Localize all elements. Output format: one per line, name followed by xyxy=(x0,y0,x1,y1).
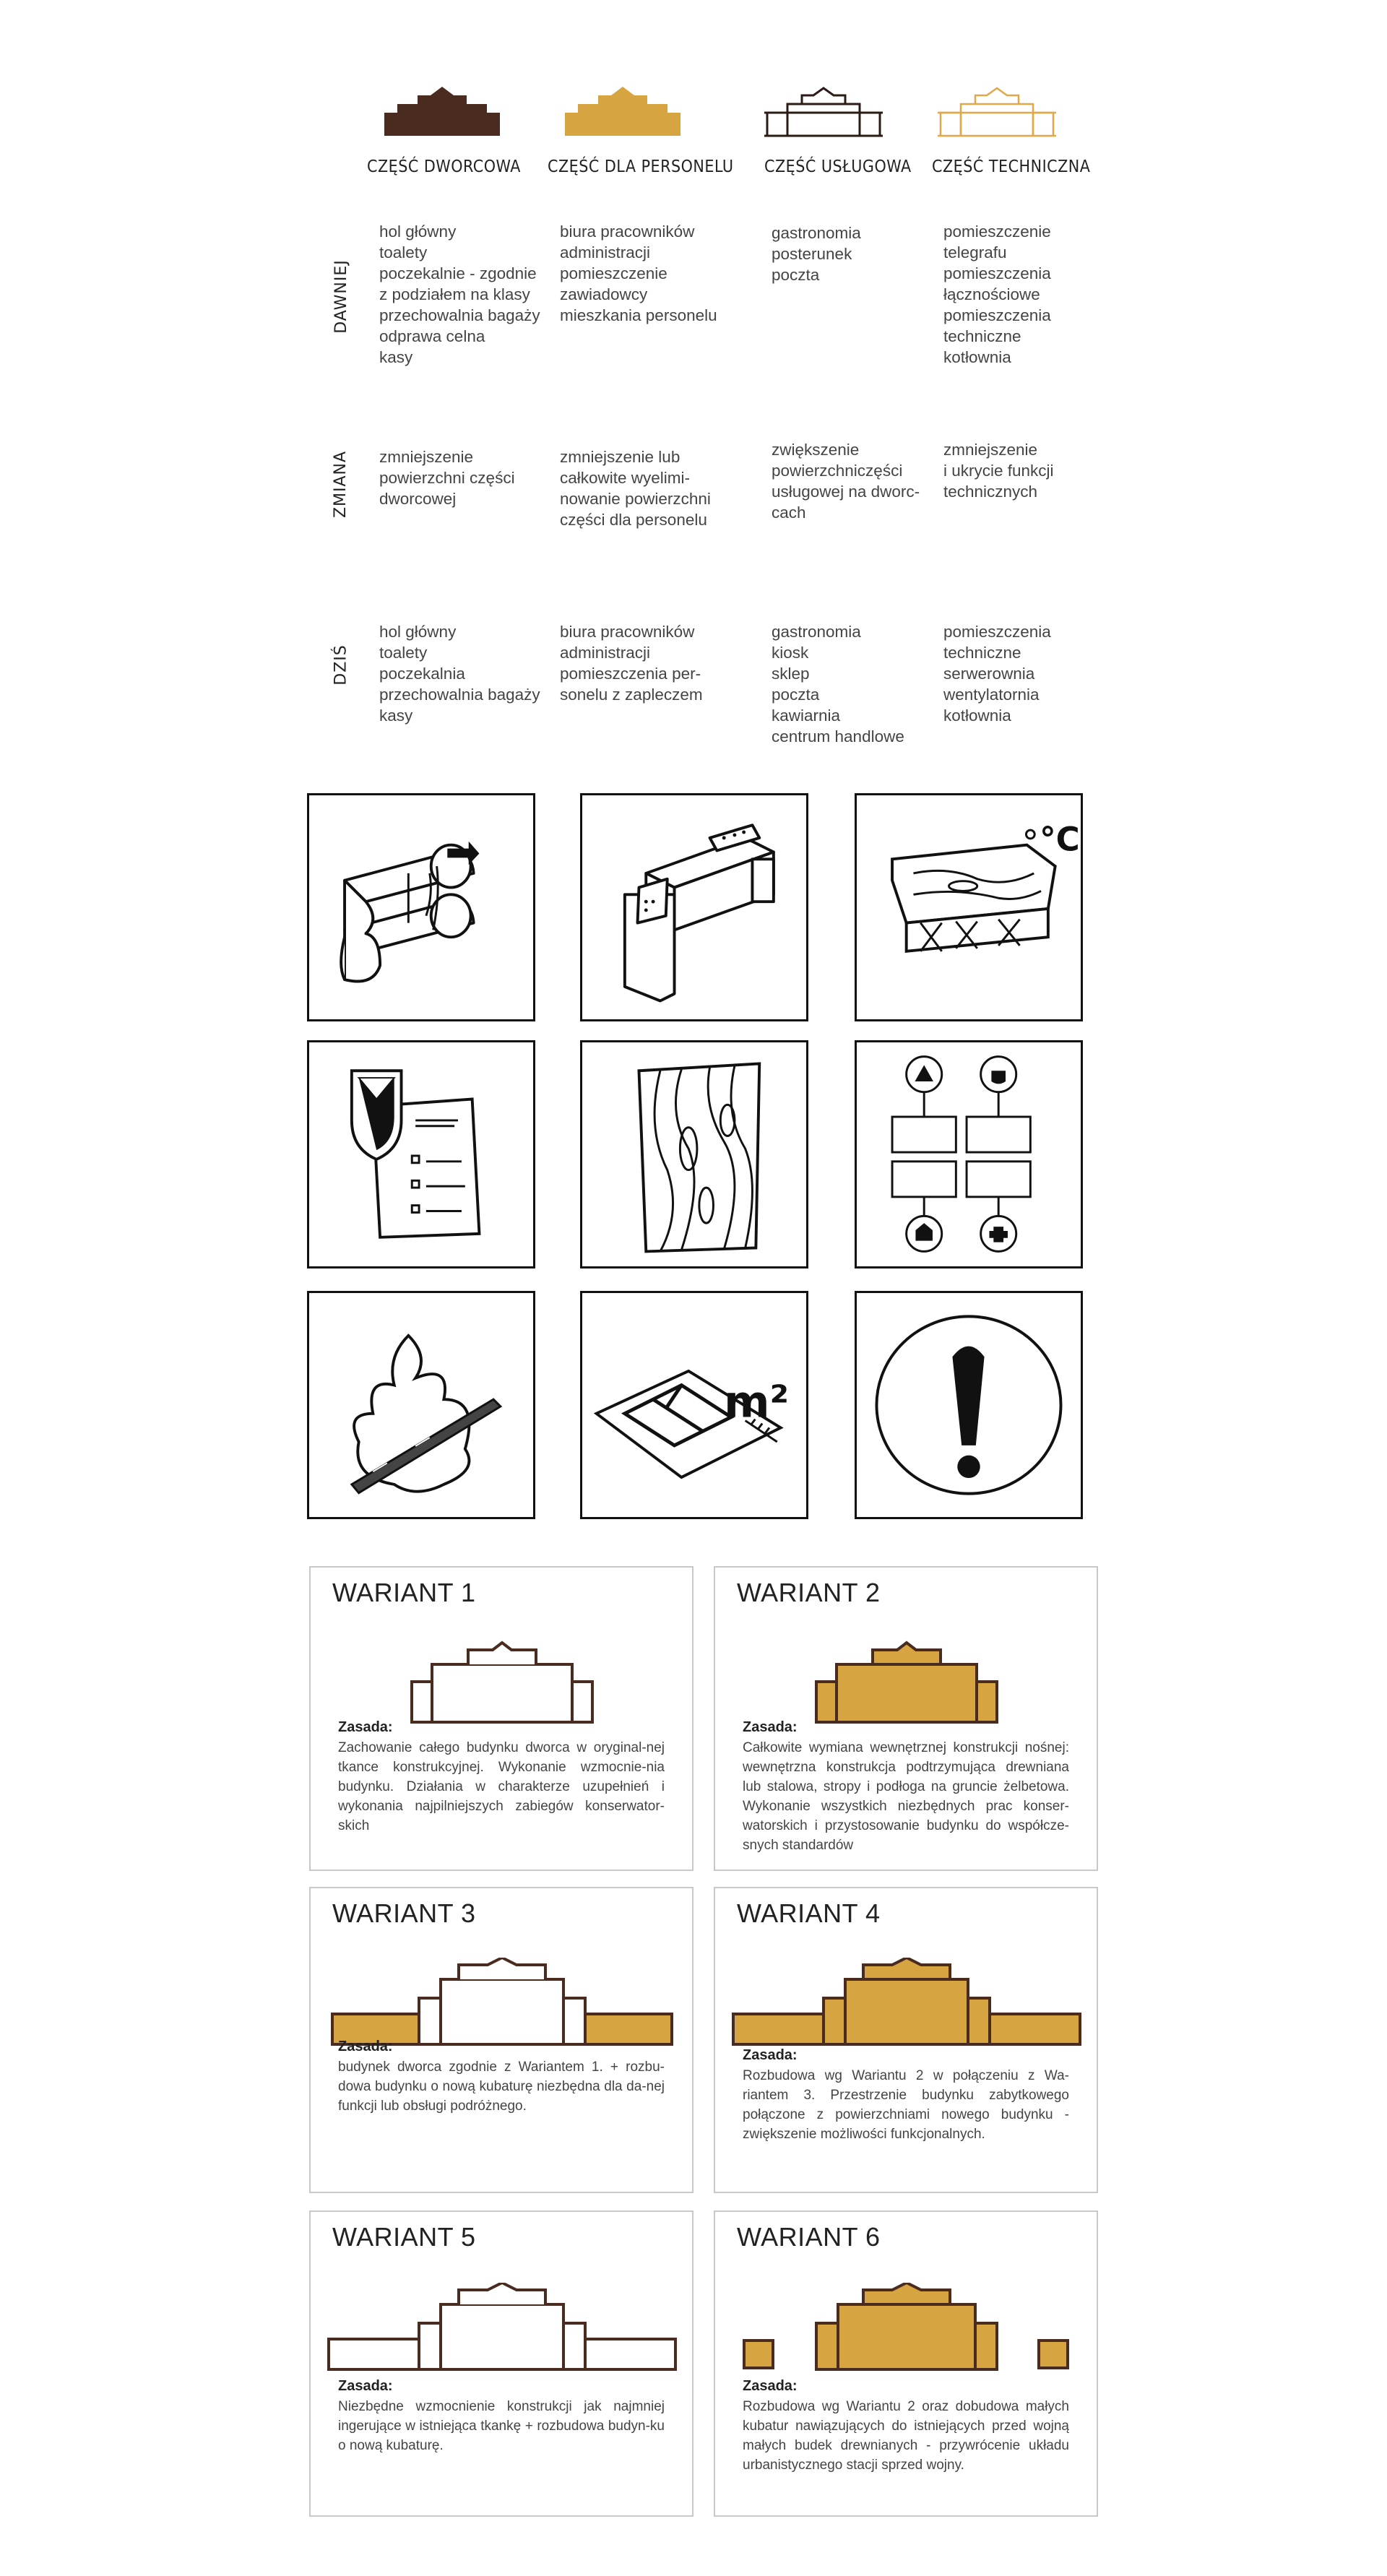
column-header-personel: CZĘŚĆ DLA PERSONELU xyxy=(548,157,734,176)
variant-rule-text: budynek dworca zgodnie z Wariantem 1. + rozbu-dowa budynku o nową kubaturę niezbędna dla da-nej funkcji lub obsługi podróżnego. xyxy=(338,2059,665,2114)
variant-2-building-diagram xyxy=(715,1640,1097,1726)
variant-card-6 xyxy=(714,2210,1098,2517)
function-scheme-icon-box xyxy=(855,1040,1083,1268)
wood-thermal-icon-box xyxy=(855,793,1083,1021)
exclamation-icon-box xyxy=(855,1291,1083,1519)
variant-rule-label: Zasada: xyxy=(743,2378,798,2394)
heritage-document-icon xyxy=(309,1042,533,1266)
cell-dawniej-personel: biura pracowników administracji pomieszczenie zawiadowcy mieszkania personelu xyxy=(560,222,717,324)
cell-dawniej-techniczna: pomieszczenie telegrafu pomieszczenia łącznościowe pomieszczenia techniczne kotłownia xyxy=(943,222,1051,366)
variant-3-building-diagram xyxy=(311,1958,692,2052)
variant-rule-text: Niezbędne wzmocnienie konstrukcji jak najmniej ingerujące w istniejąca tkankę + rozbudowa budyn-ku o nową kubaturę. xyxy=(338,2399,665,2453)
timber-connector-icon-box xyxy=(580,793,808,1021)
building-gold-outline-icon xyxy=(932,79,1062,137)
variant-rule-label: Zasada: xyxy=(743,1719,798,1735)
variant-4-building-diagram xyxy=(715,1958,1097,2052)
building-dark-outline-icon xyxy=(759,79,889,137)
variant-card-1 xyxy=(309,1566,694,1871)
exclamation-icon xyxy=(857,1293,1081,1517)
cell-zmiana-dworcowa: zmniejszenie powierzchni części dworcowej xyxy=(379,448,515,508)
variant-5-building-diagram xyxy=(311,2283,692,2377)
column-header-uslugowa: CZĘŚĆ USŁUGOWA xyxy=(764,157,912,176)
row-label-zmiana: ZMIANA xyxy=(332,450,350,518)
variant-title: WARIANT 5 xyxy=(332,2222,476,2252)
wood-grain-icon-box xyxy=(580,1040,808,1268)
variant-rule-text: Rozbudowa wg Wariantu 2 oraz dobudowa małych kubatur nawiązujących do istniejących przed wojną małych budek drewnianych - przywrócenie układu urbanistycznego stacji sprzed wojny. xyxy=(743,2399,1069,2473)
column-header-techniczna: CZĘŚĆ TECHNICZNA xyxy=(932,157,1091,176)
fire-wood-icon-box xyxy=(307,1291,535,1519)
fire-wood-icon xyxy=(309,1293,533,1517)
variant-card-5 xyxy=(309,2210,694,2517)
log-joint-icon xyxy=(309,795,533,1019)
variant-card-3 xyxy=(309,1887,694,2193)
building-gold-filled-icon xyxy=(558,79,688,137)
variant-title: WARIANT 1 xyxy=(332,1578,476,1607)
variant-card-2 xyxy=(714,1566,1098,1871)
variant-card-4 xyxy=(714,1887,1098,2193)
variant-rule-label: Zasada: xyxy=(338,2378,393,2394)
variant-6-building-diagram xyxy=(715,2283,1097,2377)
variant-rule-text: Rozbudowa wg Wariantu 2 w połączeniu z Wa-riantem 3. Przestrzenie budynku zabytkowego połączone z powierzchniami nowego budynku - zwiększenie możliwości funkcjonalnych. xyxy=(743,2068,1069,2142)
variant-rule-text: Zachowanie całego budynku dworca w oryginal-nej tkance konstrukcyjnej. Wykonanie wzmocnie-nia budynku. Działania w charakterze uzupełnień i wykonania najpilniejszych zabiegów konserwator-skich xyxy=(338,1740,665,1833)
variant-title: WARIANT 2 xyxy=(737,1578,881,1607)
column-header-dworcowa: CZĘŚĆ DWORCOWA xyxy=(367,157,521,176)
cell-zmiana-techniczna: zmniejszenie i ukrycie funkcji technicznych xyxy=(943,441,1054,501)
row-label-dawniej: DAWNIEJ xyxy=(332,259,350,334)
variant-rule-label: Zasada: xyxy=(338,2039,393,2054)
variant-title: WARIANT 3 xyxy=(332,1898,476,1928)
wood-thermal-icon xyxy=(857,795,1081,1019)
log-joint-icon-box xyxy=(307,793,535,1021)
floor-plan-area-icon-box xyxy=(580,1291,808,1519)
cell-dzis-personel: biura pracowników administracji pomieszczenia per- sonelu z zapleczem xyxy=(560,623,703,704)
cell-zmiana-uslugowa: zwiększenie powierzchniczęści usługowej na dworc- cach xyxy=(772,441,920,522)
floor-plan-area-icon xyxy=(582,1293,806,1517)
variant-1-building-diagram xyxy=(311,1640,692,1726)
cell-dawniej-dworcowa: hol główny toalety poczekalnie - zgodnie z podziałem na klasy przechowalnia bagaży odprawa celna kasy xyxy=(379,222,540,366)
timber-connector-icon xyxy=(582,795,806,1019)
cell-dzis-techniczna: pomieszczenia techniczne serwerownia wentylatornia kotłownia xyxy=(943,623,1051,725)
variant-rule-label: Zasada: xyxy=(338,1719,393,1735)
heritage-document-icon-box xyxy=(307,1040,535,1268)
cell-zmiana-personel: zmniejszenie lub całkowite wyelimi- nowanie powierzchni części dla personelu xyxy=(560,448,711,529)
cell-dzis-uslugowa: gastronomia kiosk sklep poczta kawiarnia centrum handlowe xyxy=(772,623,904,745)
function-scheme-icon xyxy=(857,1042,1081,1266)
variant-rule-text: Całkowite wymiana wewnętrznej konstrukcji nośnej: wewnętrzna konstrukcja podtrzymująca drewniana lub stalowa, stropy i podłoga na gruncie żelbetowa. Wykonanie wszystkich niezbędnych prac konser-watorskich i przystosowanie budynku do współcze-snych standardów xyxy=(743,1740,1069,1853)
building-dark-filled-icon xyxy=(377,79,507,137)
temperature-unit: °C xyxy=(1040,820,1080,859)
cell-dzis-dworcowa: hol główny toalety poczekalnia przechowalnia bagaży kasy xyxy=(379,623,540,725)
cell-dawniej-uslugowa: gastronomia posterunek poczta xyxy=(772,224,861,284)
variant-title: WARIANT 4 xyxy=(737,1898,881,1928)
wood-grain-icon xyxy=(582,1042,806,1266)
variant-title: WARIANT 6 xyxy=(737,2222,881,2252)
area-unit: m² xyxy=(724,1377,790,1428)
variant-rule-label: Zasada: xyxy=(743,2047,798,2063)
row-label-dzis: DZIŚ xyxy=(332,644,350,686)
